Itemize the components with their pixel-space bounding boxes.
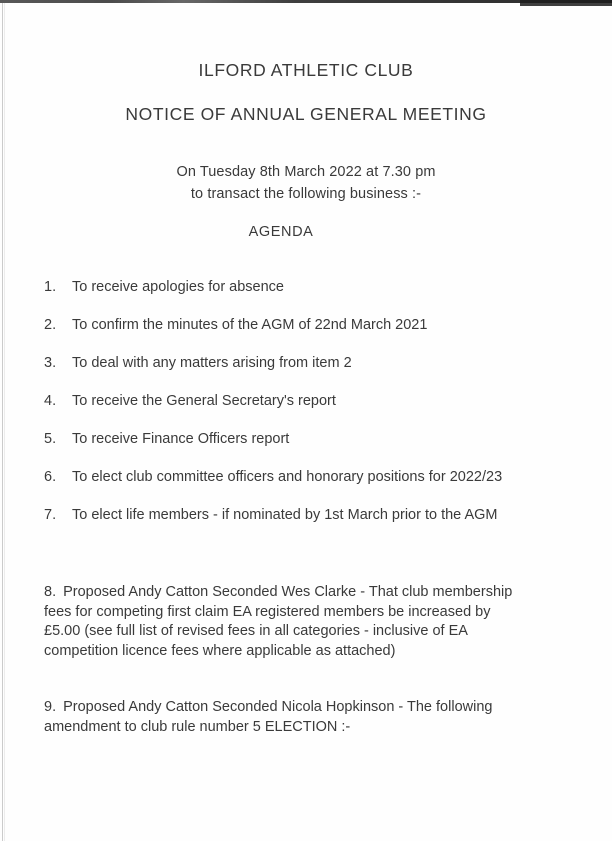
agenda-item-number: 2. (44, 317, 57, 333)
agenda-item-text: To confirm the minutes of the AGM of 22nd March 2021 (72, 317, 428, 333)
agenda-item (44, 430, 534, 449)
meeting-datetime-line: On Tuesday 8th March 2022 at 7.30 pm (176, 164, 436, 180)
notice-heading: NOTICE OF ANNUAL GENERAL MEETING (125, 104, 487, 124)
agenda-paragraph (44, 698, 528, 737)
meeting-purpose-line: to transact the following business :- (190, 186, 422, 202)
agenda-item-text: To receive Finance Officers report (72, 431, 290, 447)
agenda-item-number: 8. (44, 584, 57, 600)
agenda-item (44, 468, 534, 487)
agenda-item-text: Proposed Andy Catton Seconded Wes Clarke - That club membership fees for competing first claim EA registered members be increased by £5.00 (see full list of revised fees in all categories - inclusive of EA competition licence fees where applicable as attached) (44, 584, 513, 659)
agenda-paragraph (44, 583, 528, 661)
agenda-item-number: 5. (44, 431, 57, 447)
club-name-heading: ILFORD ATHLETIC CLUB (198, 60, 414, 80)
agenda-item-number: 3. (44, 355, 57, 371)
agenda-item-number: 9. (44, 699, 57, 715)
agenda-item-number: 6. (44, 469, 57, 485)
agenda-item-number: 4. (44, 393, 57, 409)
agenda-item-text: Proposed Andy Catton Seconded Nicola Hopkinson - The following amendment to club rule number 5 ELECTION :- (44, 699, 493, 735)
agenda-item-text: To deal with any matters arising from item 2 (72, 355, 352, 371)
agenda-item (44, 278, 534, 297)
agenda-numbered-list (44, 278, 534, 544)
agenda-item-text: To receive the General Secretary's report (72, 393, 336, 409)
agenda-item (44, 316, 534, 335)
agenda-item (44, 506, 534, 525)
agenda-item-text: To elect life members - if nominated by 1st March prior to the AGM (72, 507, 498, 523)
agenda-item-number: 7. (44, 507, 57, 523)
agenda-item-number: 1. (44, 279, 57, 295)
agenda-item (44, 392, 534, 411)
agenda-item (44, 354, 534, 373)
agenda-item-text: To elect club committee officers and honorary positions for 2022/23 (72, 469, 503, 485)
agenda-item-text: To receive apologies for absence (72, 279, 284, 295)
agenda-heading: AGENDA (248, 224, 314, 240)
